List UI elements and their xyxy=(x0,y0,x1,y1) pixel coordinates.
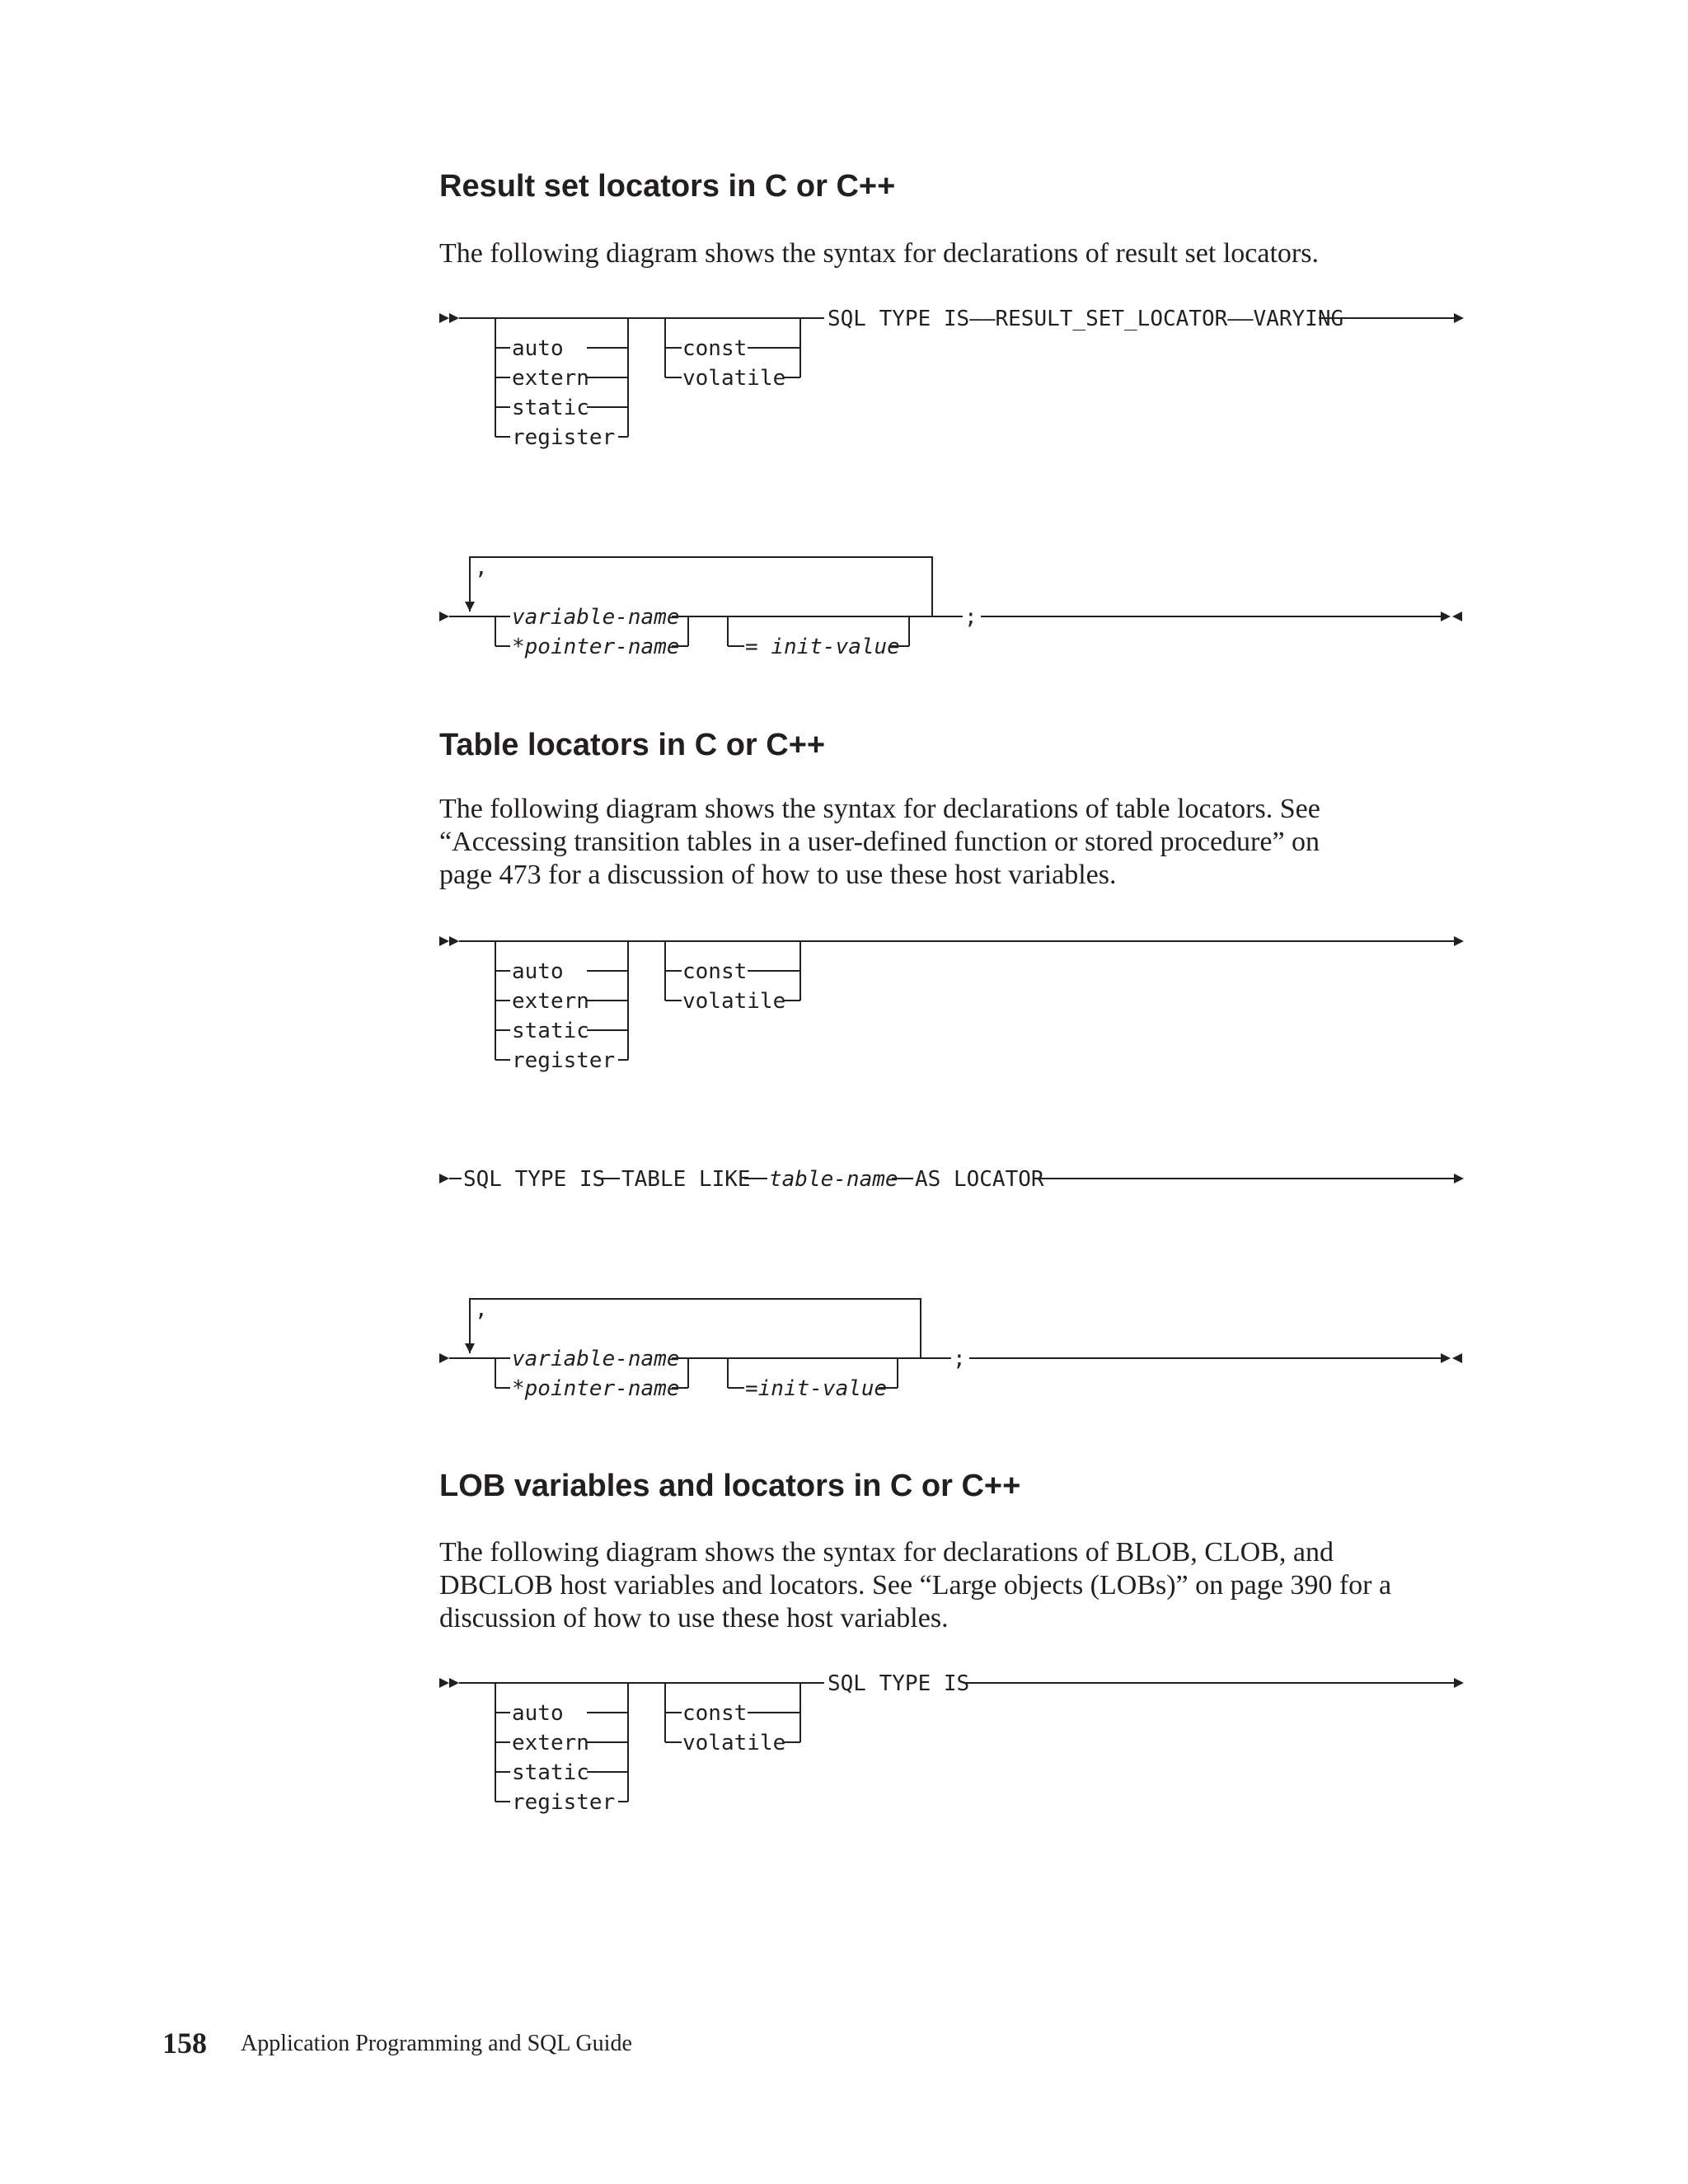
paragraph-line: DBCLOB host variables and locators. See “Large objects (LOBs)” on page 390 for a xyxy=(439,1570,1392,1601)
qualifier-volatile: volatile xyxy=(682,1731,786,1755)
qualifier-volatile: volatile xyxy=(682,989,786,1014)
paragraph-line: “Accessing transition tables in a user-defined function or stored procedure” on xyxy=(439,827,1320,857)
pointer-name: *pointer-name xyxy=(512,1376,680,1401)
section-heading: Table locators in C or C++ xyxy=(439,728,826,762)
start-arrow-icon xyxy=(439,1678,449,1688)
sql-type-is-result-set-locator-varying: SQL TYPE IS——RESULT_SET_LOCATOR——VARYING xyxy=(828,307,1344,331)
variable-name: variable-name xyxy=(512,605,680,630)
statement-terminator: ; xyxy=(964,605,978,630)
storage-class-extern: extern xyxy=(512,366,589,391)
table-like-keyword: TABLE LIKE xyxy=(621,1167,751,1192)
qualifier-const: const xyxy=(682,336,748,361)
storage-class-static: static xyxy=(512,396,589,420)
statement-terminator: ; xyxy=(953,1347,966,1371)
qualifier-volatile: volatile xyxy=(682,366,786,391)
paragraph-line: discussion of how to use these host variables. xyxy=(439,1603,949,1633)
continue-arrow-icon xyxy=(1454,1678,1464,1688)
repeat-separator-comma: , xyxy=(475,555,488,580)
storage-class-static: static xyxy=(512,1760,589,1785)
as-locator-keyword: AS LOCATOR xyxy=(915,1167,1044,1192)
qualifier-const: const xyxy=(682,959,748,984)
variable-name: variable-name xyxy=(512,1347,680,1371)
paragraph-line: The following diagram shows the syntax for declarations of table locators. See xyxy=(439,794,1320,824)
storage-class-register: register xyxy=(512,1048,616,1073)
init-value: =init-value xyxy=(745,1376,888,1401)
pointer-name: *pointer-name xyxy=(512,635,680,659)
start-arrow-icon xyxy=(449,1678,459,1688)
sql-type-is: SQL TYPE IS xyxy=(828,1671,970,1696)
book-title: Application Programming and SQL Guide xyxy=(241,2031,632,2056)
sql-type-is: SQL TYPE IS xyxy=(463,1167,606,1192)
storage-class-auto: auto xyxy=(512,1701,564,1726)
storage-class-register: register xyxy=(512,425,616,450)
storage-class-extern: extern xyxy=(512,1731,589,1755)
section-heading: LOB variables and locators in C or C++ xyxy=(439,1469,1021,1503)
paragraph-line: page 473 for a discussion of how to use these host variables. xyxy=(439,860,1117,890)
paragraph-line: The following diagram shows the syntax for declarations of result set locators. xyxy=(439,238,1319,269)
storage-class-auto: auto xyxy=(512,959,564,984)
repeat-separator-comma: , xyxy=(475,1297,488,1322)
storage-class-static: static xyxy=(512,1019,589,1043)
qualifier-const: const xyxy=(682,1701,748,1726)
section-heading: Result set locators in C or C++ xyxy=(439,169,896,204)
table-name: table-name xyxy=(769,1167,898,1192)
storage-class-auto: auto xyxy=(512,336,564,361)
paragraph-line: The following diagram shows the syntax for declarations of BLOB, CLOB, and xyxy=(439,1537,1334,1568)
storage-class-register: register xyxy=(512,1790,616,1815)
page-number: 158 xyxy=(162,2027,207,2060)
storage-class-extern: extern xyxy=(512,989,589,1014)
init-value: = init-value xyxy=(745,635,900,659)
